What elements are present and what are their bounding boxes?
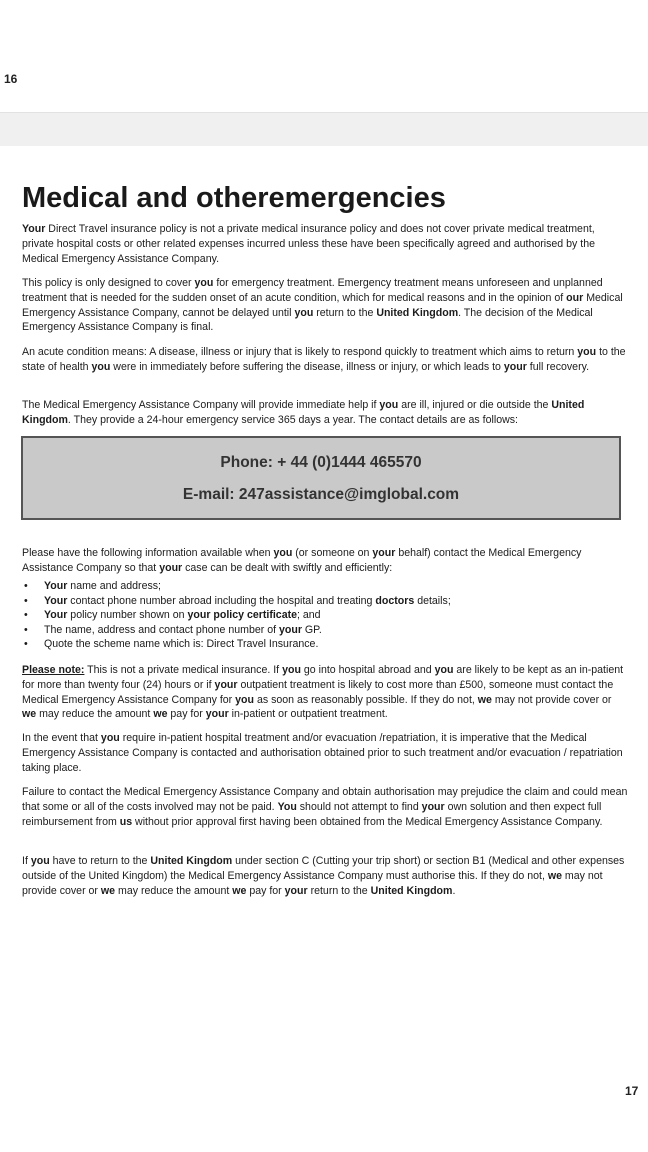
failure-to-contact-paragraph: Failure to contact the Medical Emergency Assistance Company and obtain authorisation may prejudice the claim and could mean that some or all of the costs involved may not be paid. You should not attempt to find your own solution and then expect full reimbursement from us without prior approval first having been obtained from the Medical Emergency Assistance Company. [22, 786, 628, 828]
list-item: • Your policy number shown on your policy certificate; and [24, 609, 321, 622]
return-to-uk-paragraph: If you have to return to the United Kingdom under section C (Cutting your trip short) or section B1 (Medical and other expenses outside of the United Kingdom) the Medical Emergency Assistance Company must authorise this. If they do not, we may not provide cover or we may reduce the amount we pay for your return to the United Kingdom. [22, 855, 625, 897]
acute-condition-paragraph: An acute condition means: A disease, illness or injury that is likely to respond quickly to treatment which aims to return you to the state of health you were in immediately before suffering the disease, illness or injury, or which leads to your full recovery. [22, 346, 626, 373]
please-note-label: Please note: [22, 664, 85, 676]
page-title: Medical and otheremergencies [22, 182, 446, 214]
previous-page [0, 0, 648, 112]
list-item: • Quote the scheme name which is: Direct Travel Insurance. [24, 638, 319, 651]
please-note-paragraph: Please note: This is not a private medical insurance. If you go into hospital abroad and you are likely to be kept as an in-patient for more than twenty four (24) hours or if your outpatient treatment is likely to cost more than £500, someone must contact the Medical Emergency Assistance Company for you as soon as reasonably possible. If they do not, we may not provide cover or we may reduce the amount we pay for your in-patient or outpatient treatment. [22, 664, 624, 721]
bullet-icon: • [24, 638, 28, 651]
bullet-icon: • [24, 623, 28, 636]
repatriation-paragraph: In the event that you require in-patient hospital treatment and/or evacuation /repatriation, it is imperative that the Medical Emergency Assistance Company is contacted and authorisation obtained prior to such treatment and/or evacuation / repatriation taking place. [22, 732, 623, 774]
emergency-treatment-paragraph: This policy is only designed to cover you for emergency treatment. Emergency treatment means unforeseen and unplanned treatment that is needed for the sudden onset of an acute condition, which for medical reasons and in the opinion of our Medical Emergency Assistance Company, cannot be delayed until you return to the United Kingdom. The decision of the Medical Emergency Assistance Company is final. [22, 277, 623, 334]
list-item: • The name, address and contact phone number of your GP. [24, 623, 322, 636]
assistance-company-paragraph: The Medical Emergency Assistance Company will provide immediate help if you are ill, injured or die outside the United Kingdom. They provide a 24-hour emergency service 365 days a year. The contact details are as follows: [22, 399, 585, 426]
bullet-icon: • [24, 609, 28, 622]
list-item: • Your name and address; [24, 580, 161, 592]
contact-details-box [21, 436, 621, 520]
list-item: • Your contact phone number abroad including the hospital and treating doctors details; [24, 594, 451, 607]
contact-email: E-mail: 247assistance@imglobal.com [182, 486, 460, 503]
intro-paragraph: Your Direct Travel insurance policy is not a private medical insurance policy and does not cover private medical treatment, private hospital costs or other related expenses incurred unless these have been specifically agreed and authorised by the Medical Emergency Assistance Company. [22, 223, 595, 265]
contact-phone: Phone: + 44 (0)1444 465570 [220, 454, 422, 471]
page-gap [0, 112, 648, 148]
information-paragraph: Please have the following information available when you (or someone on your behalf) contact the Medical Emergency Assistance Company so that your case can be dealt with swiftly and efficiently: [22, 547, 582, 574]
bullet-icon: • [24, 594, 28, 607]
page-number-16: 16 [4, 72, 18, 86]
bullet-icon: • [24, 580, 28, 592]
page-number-17: 17 [625, 1084, 639, 1098]
information-list [22, 579, 628, 652]
